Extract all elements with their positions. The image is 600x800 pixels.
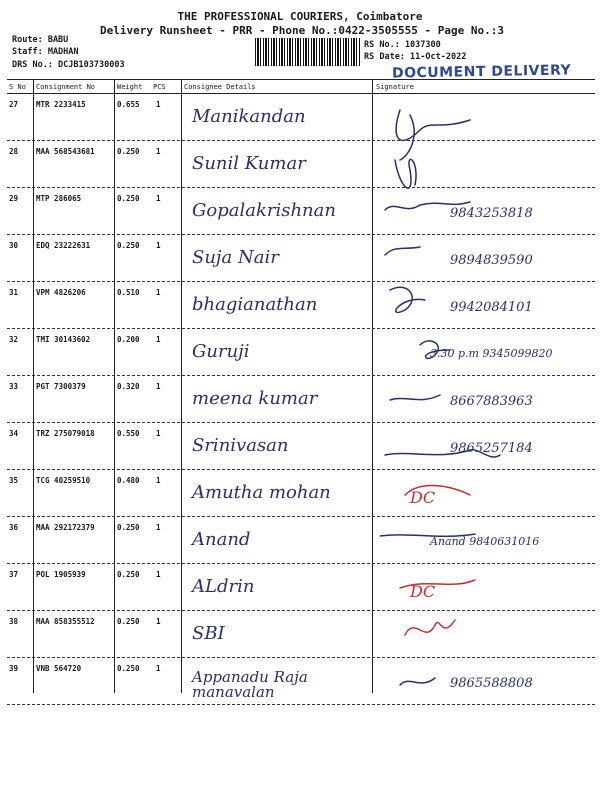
row-consignee-name: Sunil Kumar <box>192 153 306 174</box>
row-weight: 0.250 <box>117 241 140 250</box>
row-weight: 0.480 <box>117 476 140 485</box>
row-signature: Anand 9840631016 <box>430 535 540 548</box>
row-consignment-no: TMI 30143602 <box>36 335 91 344</box>
row-consignee-name: ALdrin <box>192 576 255 597</box>
barcode <box>255 38 360 66</box>
row-signature: 9865257184 <box>450 441 533 456</box>
row-weight: 0.250 <box>117 664 140 673</box>
row-consignment-no: TCG 40259510 <box>36 476 91 485</box>
company-title: THE PROFESSIONAL COURIERS, Coimbatore <box>177 10 423 23</box>
scribble-33 <box>390 395 440 400</box>
row-pcs: 1 <box>156 194 161 203</box>
row-consignee-name: Suja Nair <box>192 247 279 268</box>
row-consignee-name: Amutha mohan <box>192 482 331 503</box>
row-weight: 0.320 <box>117 382 140 391</box>
col-consignee: Consignee Details <box>184 83 256 91</box>
row-sno: 28 <box>9 147 19 156</box>
scribble-37 <box>400 580 475 588</box>
row-consignment-no: MAA 292172379 <box>36 523 95 532</box>
row-pcs: 1 <box>156 288 161 297</box>
rs-number: RS No.: 1037300 <box>364 40 441 50</box>
col-divider <box>114 79 115 693</box>
row-signature: DC <box>410 582 436 601</box>
row-weight: 0.250 <box>117 570 140 579</box>
scribble-38 <box>405 620 455 635</box>
row-sno: 29 <box>9 194 19 203</box>
row-consignment-no: MAA 858355512 <box>36 617 95 626</box>
scribble-28 <box>395 159 416 188</box>
row-consignee-name: Appanadu Raja manavalan <box>192 668 308 701</box>
row-consignment-no: MTR 2233415 <box>36 100 86 109</box>
row-consignee-name: Anand <box>192 529 251 550</box>
row-consignee-name: Srinivasan <box>192 435 289 456</box>
drs-number: DRS No.: DCJB103730003 <box>12 60 125 70</box>
row-consignment-no: PGT 7300379 <box>36 382 86 391</box>
row-consignee-name: bhagianathan <box>192 294 318 315</box>
row-pcs: 1 <box>156 335 161 344</box>
row-weight: 0.200 <box>117 335 140 344</box>
scribble-31 <box>390 287 425 312</box>
row-signature: 9865588808 <box>450 676 533 691</box>
row-sno: 36 <box>9 523 19 532</box>
col-divider <box>372 79 373 693</box>
scribble-32 <box>420 341 450 359</box>
row-consignee-name: Gopalakrishnan <box>192 200 336 221</box>
row-pcs: 1 <box>156 476 161 485</box>
row-consignment-no: EDQ 23222631 <box>36 241 91 250</box>
header-top-rule <box>7 79 595 80</box>
row-pcs: 1 <box>156 429 161 438</box>
row-signature: 9942084101 <box>450 300 533 315</box>
route-label: Route: BABU <box>12 35 69 45</box>
col-signature: Signature <box>376 83 414 91</box>
header-bottom-rule <box>7 93 595 94</box>
row-pcs: 1 <box>156 570 161 579</box>
row-weight: 0.250 <box>117 617 140 626</box>
row-pcs: 1 <box>156 382 161 391</box>
row-weight: 0.550 <box>117 429 140 438</box>
row-consignment-no: POL 1905939 <box>36 570 86 579</box>
row-pcs: 1 <box>156 241 161 250</box>
row-sno: 34 <box>9 429 19 438</box>
row-consignee-name: meena kumar <box>192 388 318 409</box>
row-weight: 0.510 <box>117 288 140 297</box>
scribble-35 <box>405 486 470 495</box>
row-pcs: 1 <box>156 100 161 109</box>
scribble-27 <box>396 110 470 160</box>
row-weight: 0.250 <box>117 523 140 532</box>
row-sno: 27 <box>9 100 19 109</box>
row-consignment-no: VNB 564720 <box>36 664 82 673</box>
row-signature: DC <box>410 488 436 507</box>
scribble-34 <box>385 450 500 457</box>
col-divider <box>33 79 34 693</box>
signature-scribbles <box>380 100 580 700</box>
row-weight: 0.250 <box>117 147 140 156</box>
row-sno: 39 <box>9 664 19 673</box>
row-separator <box>7 704 595 705</box>
scribble-30 <box>385 247 420 255</box>
row-signature: 9894839590 <box>450 253 533 268</box>
row-consignment-no: VPM 4826206 <box>36 288 86 297</box>
row-consignment-no: MAA 568543681 <box>36 147 95 156</box>
scribble-36 <box>380 534 475 536</box>
col-divider <box>181 79 182 693</box>
row-sno: 35 <box>9 476 19 485</box>
row-sno: 37 <box>9 570 19 579</box>
row-consignment-no: TRZ 275079018 <box>36 429 95 438</box>
rs-date: RS Date: 11-Oct-2022 <box>364 52 467 62</box>
runsheet-subtitle: Delivery Runsheet - PRR - Phone No.:0422-3505555 - Page No.:3 <box>100 24 504 37</box>
row-sno: 33 <box>9 382 19 391</box>
row-pcs: 1 <box>156 617 161 626</box>
row-pcs: 1 <box>156 664 161 673</box>
row-consignee-name: SBI <box>192 623 225 644</box>
row-signature: 3.30 p.m 9345099820 <box>430 347 553 360</box>
row-weight: 0.655 <box>117 100 140 109</box>
row-consignee-name: Manikandan <box>192 106 306 127</box>
row-sno: 30 <box>9 241 19 250</box>
row-sno: 38 <box>9 617 19 626</box>
scribble-29 <box>385 202 470 210</box>
row-sno: 31 <box>9 288 19 297</box>
row-consignee-name: Guruji <box>192 341 250 362</box>
row-sno: 32 <box>9 335 19 344</box>
row-signature: 8667883963 <box>450 394 533 409</box>
row-pcs: 1 <box>156 523 161 532</box>
col-pcs: PCS <box>153 83 166 91</box>
staff-label: Staff: MADHAN <box>12 47 79 57</box>
scribble-39 <box>400 678 435 685</box>
row-signature: 9843253818 <box>450 206 533 221</box>
col-weight: Weight <box>117 83 143 91</box>
document-delivery-stamp: DOCUMENT DELIVERY <box>391 62 572 82</box>
col-sno: S No <box>9 83 26 91</box>
col-consignment: Consignment No <box>36 83 96 91</box>
row-pcs: 1 <box>156 147 161 156</box>
row-consignment-no: MTP 286065 <box>36 194 82 203</box>
row-weight: 0.250 <box>117 194 140 203</box>
